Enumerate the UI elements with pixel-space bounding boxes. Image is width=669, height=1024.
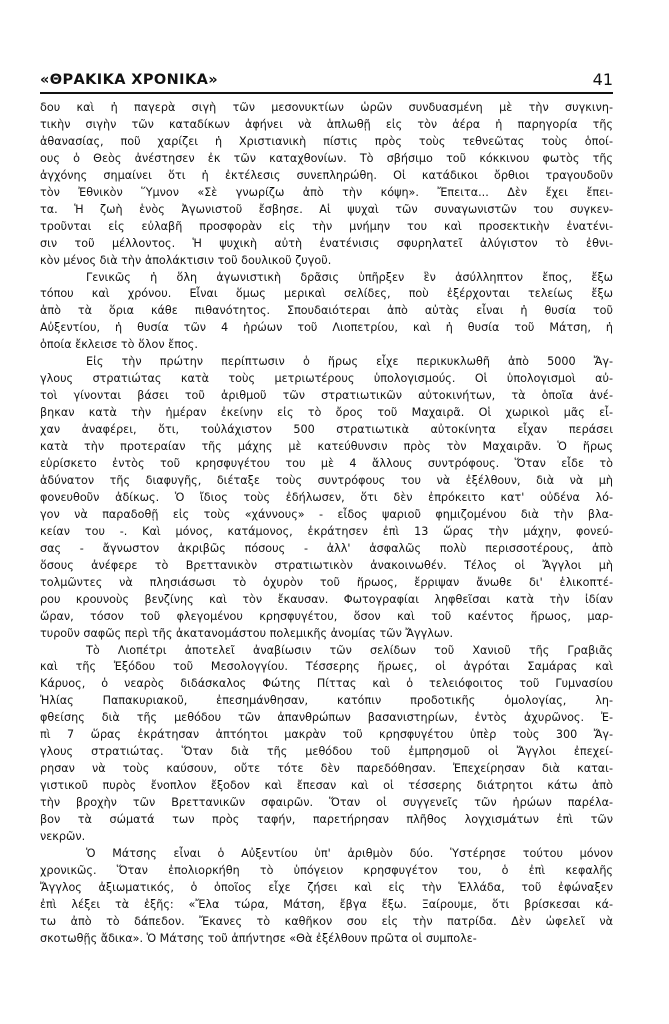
- text-line: κὸν μένος διὰ τὴν ἀπολάκτισιν τοῦ δουλικοῦ ζυγοῦ.: [40, 253, 332, 267]
- text-line: ὅσους ἀνέφερε τὸ Βρεττανικὸν στρατιωτικὸν ἀνακοινωθέν. Τέλος οἱ Ἄγγλοι μὴ: [40, 558, 613, 572]
- text-line: Κάρυος, ὁ νεαρὸς διδάσκαλος Φώτης Πίττας καὶ ὁ τελειόφοιτος τοῦ Γυμνασίου: [40, 677, 613, 691]
- journal-title: «ΘΡΑΚΙΚΑ ΧΡΟΝΙΚΑ»: [40, 72, 218, 88]
- body-text: [40, 100, 613, 948]
- text-line: ὥραν, τόσον τοῦ φλεγομένου κρησφυγέτου, ὅσον καὶ τοῦ καέντος ἥρωος, μαρ-: [40, 609, 613, 623]
- text-line: πὶ 7 ὥρας ἐκράτησαν ἀπτόητοι μακρὰν τοῦ κρησφυγέτου ὑπὲρ τοὺς 300 Ἄγ-: [40, 728, 613, 742]
- text-line: σας - ἄγνωστον ἀκριβῶς πόσους - ἀλλ' ἀσφαλῶς πολὺ περισσοτέρους, ἀπὸ: [40, 541, 613, 555]
- paragraph: [40, 100, 613, 270]
- text-line: σιν τοῦ μέλλοντος. Ἡ ψυχικὴ αὐτὴ ἐνατένισις σφυρηλατεῖ ἀλύγιστον τὸ ἐθνι-: [40, 236, 613, 250]
- text-line: τα. Ἡ ζωὴ ἑνὸς Ἀγωνιστοῦ ἔσβησε. Αἱ ψυχαὶ τῶν συναγωνιστῶν του συγκεν-: [40, 202, 613, 216]
- text-line: χαν ἀναφέρει, ὅτι, τοὐλάχιστον 500 στρατιωτικὰ αὐτοκίνητα εἶχαν περάσει: [40, 423, 613, 437]
- text-line: εὑρίσκετο ἐντὸς τοῦ κρησφυγέτου του μὲ 4 ἄλλους συντρόφους. Ὅταν εἶδε τὸ: [40, 457, 613, 471]
- text-line: τροῦνται εἰς εὐλαβῆ προσφορὰν εἰς τὴν μνήμην του καὶ προσεκτικὴν ἐνατένι-: [40, 219, 613, 233]
- text-line: Αὐξεντίου, ἡ θυσία τῶν 4 ἡρώων τοῦ Λιοπετρίου, καὶ ἡ θυσία τοῦ Μάτση, ἡ: [40, 321, 613, 335]
- text-line: Γενικῶς ἡ ὅλη ἀγωνιστικὴ δρᾶσις ὑπῆρξεν ἓν ἀσύλληπτον ἔπος, ἔξω: [86, 270, 613, 284]
- text-line: τω ἀπὸ τὸ δάπεδον. Ἔκανες τὸ καθῆκον σου εἰς τὴν πατρίδα. Δὲν ὠφελεῖ νὰ: [40, 914, 613, 928]
- text-line: τοὶ γίνονται βάσει τοῦ ἀριθμοῦ τῶν στρατιωτικῶν αὐτοκινήτων, τὰ ὁποῖα ἀνέ-: [40, 389, 613, 403]
- text-line: γον νὰ παραδοθῇ εἰς τοὺς «χάννους» - εἶδος ψαριοῦ φημιζομένου διὰ τὴν βλα-: [40, 507, 613, 521]
- paragraph: [40, 270, 613, 355]
- header-rule: [40, 92, 613, 94]
- text-line: ὁποία ἔκλεισε τὸ ὅλον ἔπος.: [40, 338, 198, 352]
- text-line: Ἠλίας Παπακυριακοῦ, ἐπεσημάνθησαν, κατόπιν προδοτικῆς ὁμολογίας, λη-: [40, 694, 613, 708]
- text-line: Ὁ Μάτσης εἶναι ὁ Αὐξεντίου ὑπ' ἀριθμὸν δύο. Ὑστέρησε τούτου μόνον: [86, 846, 613, 860]
- text-line: τόπου καὶ χρόνου. Εἶναι ὅμως μερικαὶ σελίδες, ποὺ ἐξέρχονται τελείως ἔξω: [40, 287, 613, 301]
- text-line: τὸν Ἐθνικὸν Ὕμνον «Σὲ γνωρίζω ἀπὸ τὴν κόψη». Ἔπειτα... Δὲν ἔχει ἔπει-: [40, 185, 613, 199]
- text-line: βον τὰ σώματά των πρὸς ταφήν, παρετήρησαν πλῆθος λογχισμάτων ἐπὶ τῶν: [40, 813, 613, 827]
- text-line: γλους στρατιώτας. Ὅταν διὰ τῆς μεθόδου τοῦ ἐμπρησμοῦ οἱ Ἄγγλοι ἐπεχεί-: [40, 745, 613, 759]
- text-line: Ἄγγλος ἀξιωματικός, ὁ ὁποῖος εἶχε ζήσει καὶ εἰς τὴν Ἑλλάδα, τοῦ ἐφώναξεν: [40, 880, 613, 894]
- paragraph: [40, 354, 613, 642]
- paragraph: [40, 643, 613, 846]
- text-line: τολμῶντες νὰ πλησιάσωσι τὸ ὀχυρὸν τοῦ ἥρωος, ἔρριψαν ἄνωθε δι' ἑλικοπτέ-: [40, 575, 613, 589]
- page-number: 41: [592, 70, 613, 89]
- text-line: ἐπὶ λέξει τὰ ἑξῆς: «Ἔλα τώρα, Μάτση, ἔβγα ἔξω. Ξαίρουμε, ὅτι βρίσκεσαι κά-: [40, 897, 613, 911]
- text-line: δου καὶ ἡ παγερὰ σιγὴ τῶν μεσονυκτίων ὡρῶν συνδυασμένη μὲ τὴν συγκινη-: [40, 101, 613, 114]
- text-line: σκοτωθῇς ἄδικα». Ὁ Μάτσης τοῦ ἀπήντησε «Θὰ ἐξέλθουν πρῶτα οἱ συμπολε-: [40, 931, 477, 945]
- text-line: τὴν βροχὴν τῶν Βρεττανικῶν σφαιρῶν. Ὅταν οἱ συγγενεῖς τῶν ἡρώων παρέλα-: [40, 796, 613, 810]
- text-line: τικὴν σιγὴν τῶν καταδίκων ἀφήνει νὰ ἁπλωθῇ εἰς τὸν ἀέρα ἡ παρηγορία τῆς: [40, 117, 613, 131]
- text-line: κείαν του -. Καὶ μόνος, κατάμονος, ἐκράτησεν ἐπὶ 13 ὥρας τὴν μάχην, φονεύ-: [40, 524, 613, 538]
- text-line: ἀγχόνης σημαίνει ὅτι ἡ ἐκτέλεσις συνεπληρώθη. Οἱ κατάδικοι ὄρθιοι τραγουδοῦν: [40, 168, 613, 182]
- text-line: γλους στρατιώτας κατὰ τοὺς μετριωτέρους ὑπολογισμούς. Οἱ ὑπολογισμοὶ αὐ-: [40, 372, 613, 386]
- text-line: χρονικῶς. Ὅταν ἐπολιορκήθη τὸ ὑπόγειον κρησφυγέτον του, ὁ ἐπὶ κεφαλῆς: [40, 863, 613, 877]
- text-line: Τὸ Λιοπέτρι ἀποτελεῖ ἀναβίωσιν τῶν σελίδων τοῦ Χανιοῦ τῆς Γραβιᾶς: [86, 643, 613, 657]
- text-line: φθείσης διὰ τῆς μεθόδου τῶν ἀπανθρώπων βασανιστηρίων, ἐντὸς ἀχυρῶνος. Ἐ-: [40, 711, 613, 725]
- text-line: καὶ τῆς Ἐξόδου τοῦ Μεσολογγίου. Τέσσερης ἥρωες, οἱ ἀγρόται Σαμάρας καὶ: [40, 660, 613, 674]
- text-line: ρησαν νὰ τοὺς καύσουν, οὔτε τότε δὲν παρεδόθησαν. Ἐπεχείρησαν διὰ καται-: [40, 762, 613, 776]
- text-line: Εἰς τὴν πρώτην περίπτωσιν ὁ ἥρως εἶχε περικυκλωθῆ ἀπὸ 5000 Ἄγ-: [86, 355, 613, 369]
- text-line: κατὰ τὴν προτεραίαν τῆς μάχης μὲ κατεύθυνσιν πρὸς τὸν Μαχαιρᾶν. Ὁ ἥρως: [40, 440, 613, 454]
- text-line: ους ὁ Θεὸς ἀνέστησεν ἐκ τῶν καταχθονίων. Τὸ σβήσιμο τοῦ κόκκινου φωτὸς τῆς: [40, 151, 613, 165]
- text-line: ἀθανασίας, ποῦ χαρίζει ἡ Χριστιανικὴ πίστις πρὸς τοὺς τεθνεῶτας τοὺς ὁποί-: [40, 134, 613, 148]
- text-line: τυροῦν σαφῶς περὶ τῆς ἀκατανομάστου πολεμικῆς ἀνομίας τῶν Ἄγγλων.: [40, 626, 454, 640]
- text-line: ρου κρουνοὺς βενζίνης καὶ τὸν ἔκαυσαν. Φωτογραφίαι ληφθεῖσαι κατὰ τὴν ἰδίαν: [40, 592, 613, 606]
- text-line: ἀδύνατον τῆς διαφυγῆς, διέταξε τοὺς συντρόφους του νὰ ἐξέλθουν, διὰ νὰ μὴ: [40, 473, 613, 487]
- text-line: γιστικοῦ πυρὸς ἔνοπλον ἔξοδον καὶ ἔπεσαν καὶ οἱ τέσσερης διάτρητοι κάτω ἀπὸ: [40, 779, 613, 793]
- paragraph: [40, 846, 613, 948]
- text-line: νεκρῶν.: [40, 829, 86, 843]
- running-header: [40, 68, 613, 92]
- text-line: ἀπὸ τὰ ὅρια κάθε πιθανότητος. Σπουδαιότεραι ἀπὸ αὐτὰς εἶναι ἡ θυσία τοῦ: [40, 304, 613, 318]
- text-line: φονευθοῦν ἀδίκως. Ὁ ἴδιος τοὺς ἐδήλωσεν, ὅτι δὲν ἐπρόκειτο κατ' οὐδένα λό-: [40, 490, 613, 504]
- text-line: βηκαν κατὰ τὴν ἡμέραν ἐκείνην εἰς τὸ ὄρος τοῦ Μαχαιρᾶ. Οἱ χωρικοὶ μᾶς εἶ-: [40, 406, 613, 420]
